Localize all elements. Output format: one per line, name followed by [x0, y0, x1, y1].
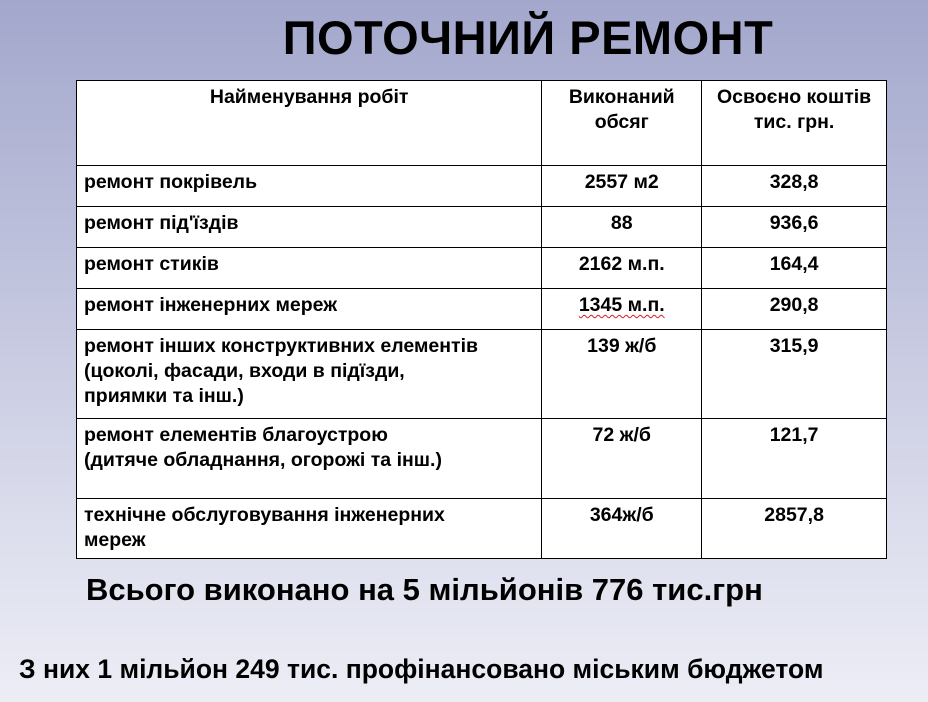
work-name-line: ремонт інженерних мереж [84, 294, 338, 316]
volume-cell: 364ж/б [542, 499, 702, 559]
work-name-cell [77, 330, 542, 419]
amount-cell: 315,9 [702, 330, 887, 419]
page-title: ПОТОЧНИЙ РЕМОНТ [282, 11, 774, 64]
header-work-name: Найменування робіт [77, 81, 542, 166]
amount-cell: 936,6 [702, 207, 887, 248]
volume-cell: 2162 м.п. [542, 248, 702, 289]
total-summary: Всього виконано на 5 мільйонів 776 тис.грн [86, 572, 763, 607]
work-name-line: (цоколі, фасади, входи в підїзди, [84, 360, 405, 382]
volume-cell: 2557 м2 [542, 166, 702, 207]
works-table [76, 80, 887, 559]
work-name-cell [77, 419, 542, 499]
amount-cell: 290,8 [702, 289, 887, 330]
work-name-line: ремонт під'їздів [84, 212, 239, 234]
work-name-line: (дитяче обладнання, огорожі та інш.) [84, 449, 442, 471]
work-name-cell [77, 289, 542, 330]
table-row [77, 166, 887, 207]
work-name-line: ремонт стиків [84, 253, 219, 275]
table-row [77, 330, 887, 419]
funding-note: З них 1 мільйон 249 тис. профінансовано міським бюджетом [19, 654, 824, 684]
volume-cell: 88 [542, 207, 702, 248]
table-row [77, 499, 887, 559]
table-row [77, 419, 887, 499]
work-name-line: технічне обслуговування інженерних [84, 504, 445, 526]
table-row [77, 289, 887, 330]
work-name-cell [77, 248, 542, 289]
table-row [77, 248, 887, 289]
work-name-cell [77, 166, 542, 207]
work-name-cell [77, 499, 542, 559]
header-amount: Освоєно коштів тис. грн. [702, 81, 887, 166]
work-name-line: ремонт елементів благоустрою [84, 424, 388, 446]
work-name-line: мереж [84, 529, 146, 551]
work-name-line: ремонт інших конструктивних елементів [84, 335, 478, 357]
table-row [77, 207, 887, 248]
table-header-row [77, 81, 887, 166]
volume-cell: 72 ж/б [542, 419, 702, 499]
work-name-cell [77, 207, 542, 248]
work-name-line: ремонт покрівель [84, 171, 258, 193]
amount-cell: 2857,8 [702, 499, 887, 559]
volume-cell: 139 ж/б [542, 330, 702, 419]
header-volume: Виконаний обсяг [542, 81, 702, 166]
amount-cell: 121,7 [702, 419, 887, 499]
volume-value: 1345 м.п. [578, 294, 665, 316]
work-name-line: приямки та інш.) [84, 385, 244, 407]
volume-cell [542, 289, 702, 330]
amount-cell: 164,4 [702, 248, 887, 289]
amount-cell: 328,8 [702, 166, 887, 207]
